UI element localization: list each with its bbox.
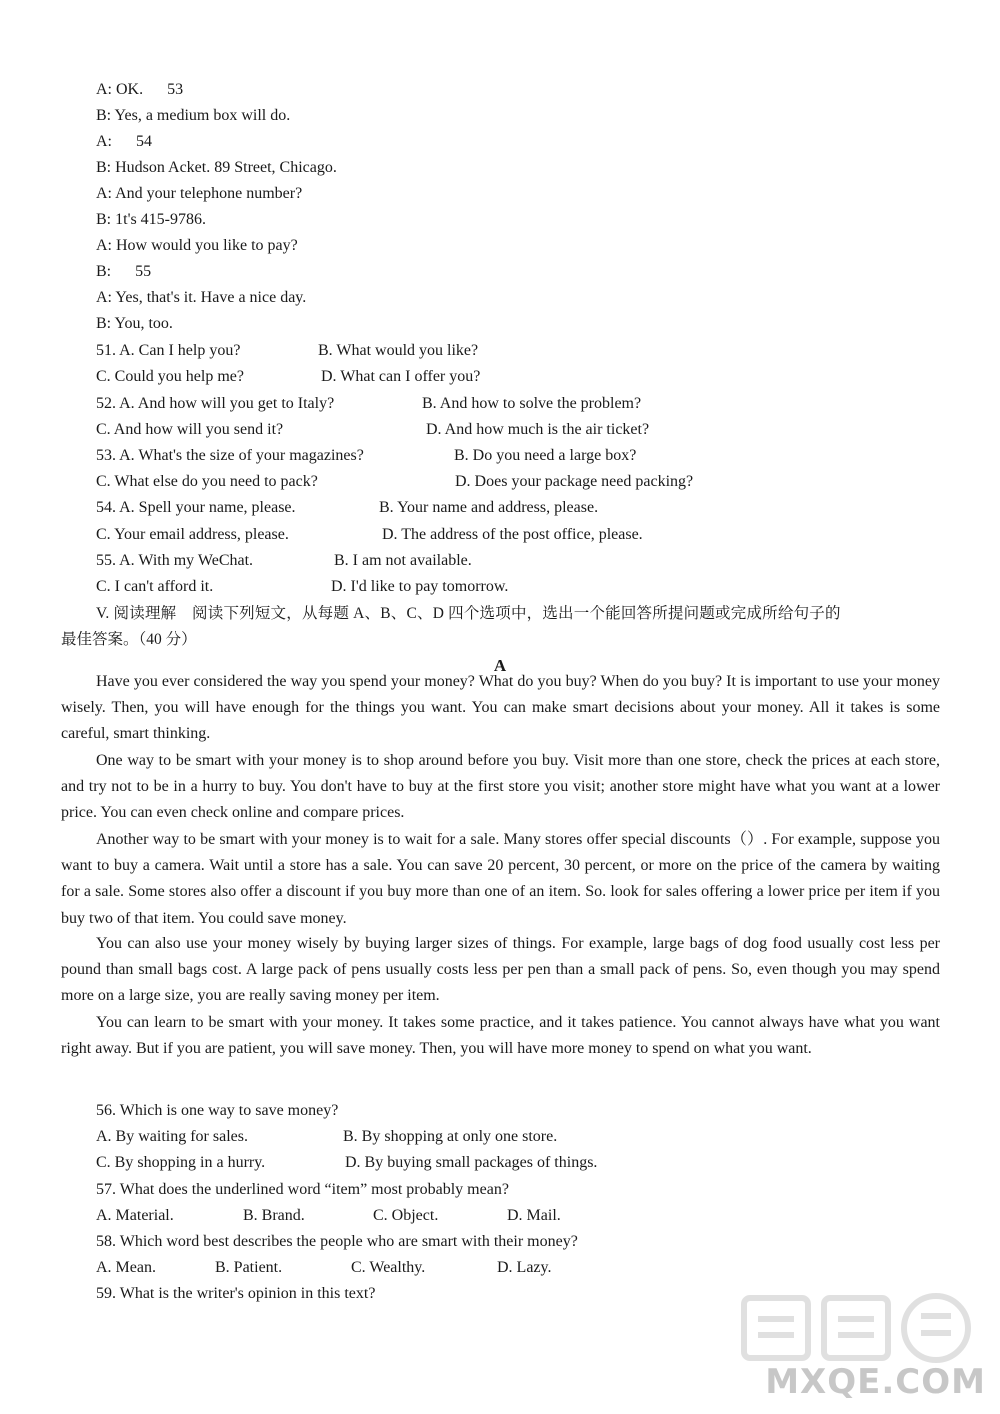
question-58-option-d: D. Lazy. — [497, 1259, 552, 1276]
dialogue-line: B: 1t's 415-9786. — [96, 211, 207, 228]
question-57-option-c: C. Object. — [373, 1207, 439, 1224]
dialogue-line: A: 54 — [96, 133, 152, 150]
option-55-a: 55. A. With my WeChat. — [96, 552, 254, 569]
option-51-d: D. What can I offer you? — [321, 368, 481, 385]
option-52-a: 52. A. And how will you get to Italy? — [96, 395, 335, 412]
section-v-instructions-cont: 最佳答案。（40 分） — [61, 631, 197, 648]
option-53-c: C. What else do you need to pack? — [96, 473, 318, 490]
option-52-d: D. And how much is the air ticket? — [426, 421, 650, 438]
option-53-a: 53. A. What's the size of your magazines? — [96, 447, 364, 464]
question-57-option-b: B. Brand. — [243, 1207, 305, 1224]
passage-paragraph: You can learn to be smart with your money. It takes some practice, and it takes patience. You cannot always have what you want right away. But if you are patient, you will save money. Then, you will have more money to spend on what you want. — [61, 1014, 940, 1058]
dialogue-line: A: OK. 53 — [96, 81, 184, 98]
option-54-b: B. Your name and address, please. — [379, 499, 599, 516]
section-v-instructions: V. 阅读理解 阅读下列短文，从每题 A、B、C、D 四个选项中，选出一个能回答所提问题或完成所给句子的 — [96, 605, 841, 622]
question-56: 56. Which is one way to save money? — [96, 1102, 339, 1119]
blank-number: 54 — [136, 133, 152, 150]
dialogue-line: B: Hudson Acket. 89 Street, Chicago. — [96, 159, 337, 176]
option-55-b: B. I am not available. — [334, 552, 472, 569]
passage-paragraph: Have you ever considered the way you spend your money? What do you buy? When do you buy? It is important to use your money wisely. Then, you will have enough for the things you want. You can make smart decisions about your money. All it takes is some careful, smart thinking. — [61, 673, 940, 743]
passage-paragraph: Another way to be smart with your money is to wait for a sale. Many stores offer special discounts（）. For example, suppose you want to buy a camera. Wait until a store has a sale. You can save 20 percent, 30 percent, or more on the price of the camera by waiting for a sale. Some stores also offer a discount if you buy more than one of an item. So. look for sales offering a lower price per item if you buy two of that item. You could save money. — [61, 831, 940, 927]
question-56-option-b: B. By shopping at only one store. — [343, 1128, 558, 1145]
option-51-c: C. Could you help me? — [96, 368, 244, 385]
passage-title: A — [493, 656, 507, 675]
watermark-text: MXQE.COM — [765, 1362, 986, 1402]
passage-paragraph: You can also use your money wisely by buying larger sizes of things. For example, large bags of dog food usually cost less per pound than small bags cost. A large pack of pens usually costs less per pen than a small pack of pens. So, even though you may spend more on a large size, you are really saving money per item. — [61, 935, 940, 1005]
dialogue-line: A: How would you like to pay? — [96, 237, 298, 254]
question-56-option-c: C. By shopping in a hurry. — [96, 1154, 266, 1171]
question-56-option-d: D. By buying small packages of things. — [345, 1154, 598, 1171]
question-58-option-a: A. Mean. — [96, 1259, 156, 1276]
option-52-c: C. And how will you send it? — [96, 421, 284, 438]
option-54-d: D. The address of the post office, please. — [382, 526, 643, 543]
option-53-d: D. Does your package need packing? — [455, 473, 694, 490]
dialogue-line: A: And your telephone number? — [96, 185, 303, 202]
passage-paragraph: One way to be smart with your money is to shop around before you buy. Visit more than one store, check the prices at each store, and try not to be in a hurry to buy. You don't have to buy at the first store you visit; another store might have what you want at a lower price. You can even check online and compare prices. — [61, 752, 940, 822]
dialogue-line: A: Yes, that's it. Have a nice day. — [96, 289, 307, 306]
blank-number: 55 — [135, 263, 152, 280]
blank-number: 53 — [167, 81, 184, 98]
dialogue-line: B: 55 — [96, 263, 152, 280]
question-58-option-b: B. Patient. — [215, 1259, 283, 1276]
question-57: 57. What does the underlined word “item” most probably mean? — [96, 1181, 509, 1198]
question-59: 59. What is the writer's opinion in this text? — [96, 1285, 376, 1302]
question-57-option-d: D. Mail. — [507, 1207, 561, 1224]
option-51-b: B. What would you like? — [318, 342, 479, 359]
option-55-c: C. I can't afford it. — [96, 578, 214, 595]
dialogue-line: B: Yes, a medium box will do. — [96, 107, 291, 124]
question-58-option-c: C. Wealthy. — [351, 1259, 426, 1276]
option-52-b: B. And how to solve the problem? — [422, 395, 642, 412]
option-54-a: 54. A. Spell your name, please. — [96, 499, 296, 516]
option-55-d: D. I'd like to pay tomorrow. — [331, 578, 509, 595]
dialogue-line: B: You, too. — [96, 315, 173, 332]
question-56-option-a: A. By waiting for sales. — [96, 1128, 248, 1145]
question-58: 58. Which word best describes the people who are smart with their money? — [96, 1233, 578, 1250]
option-54-c: C. Your email address, please. — [96, 526, 289, 543]
option-51-a: 51. A. Can I help you? — [96, 342, 241, 359]
option-53-b: B. Do you need a large box? — [454, 447, 637, 464]
question-57-option-a: A. Material. — [96, 1207, 174, 1224]
